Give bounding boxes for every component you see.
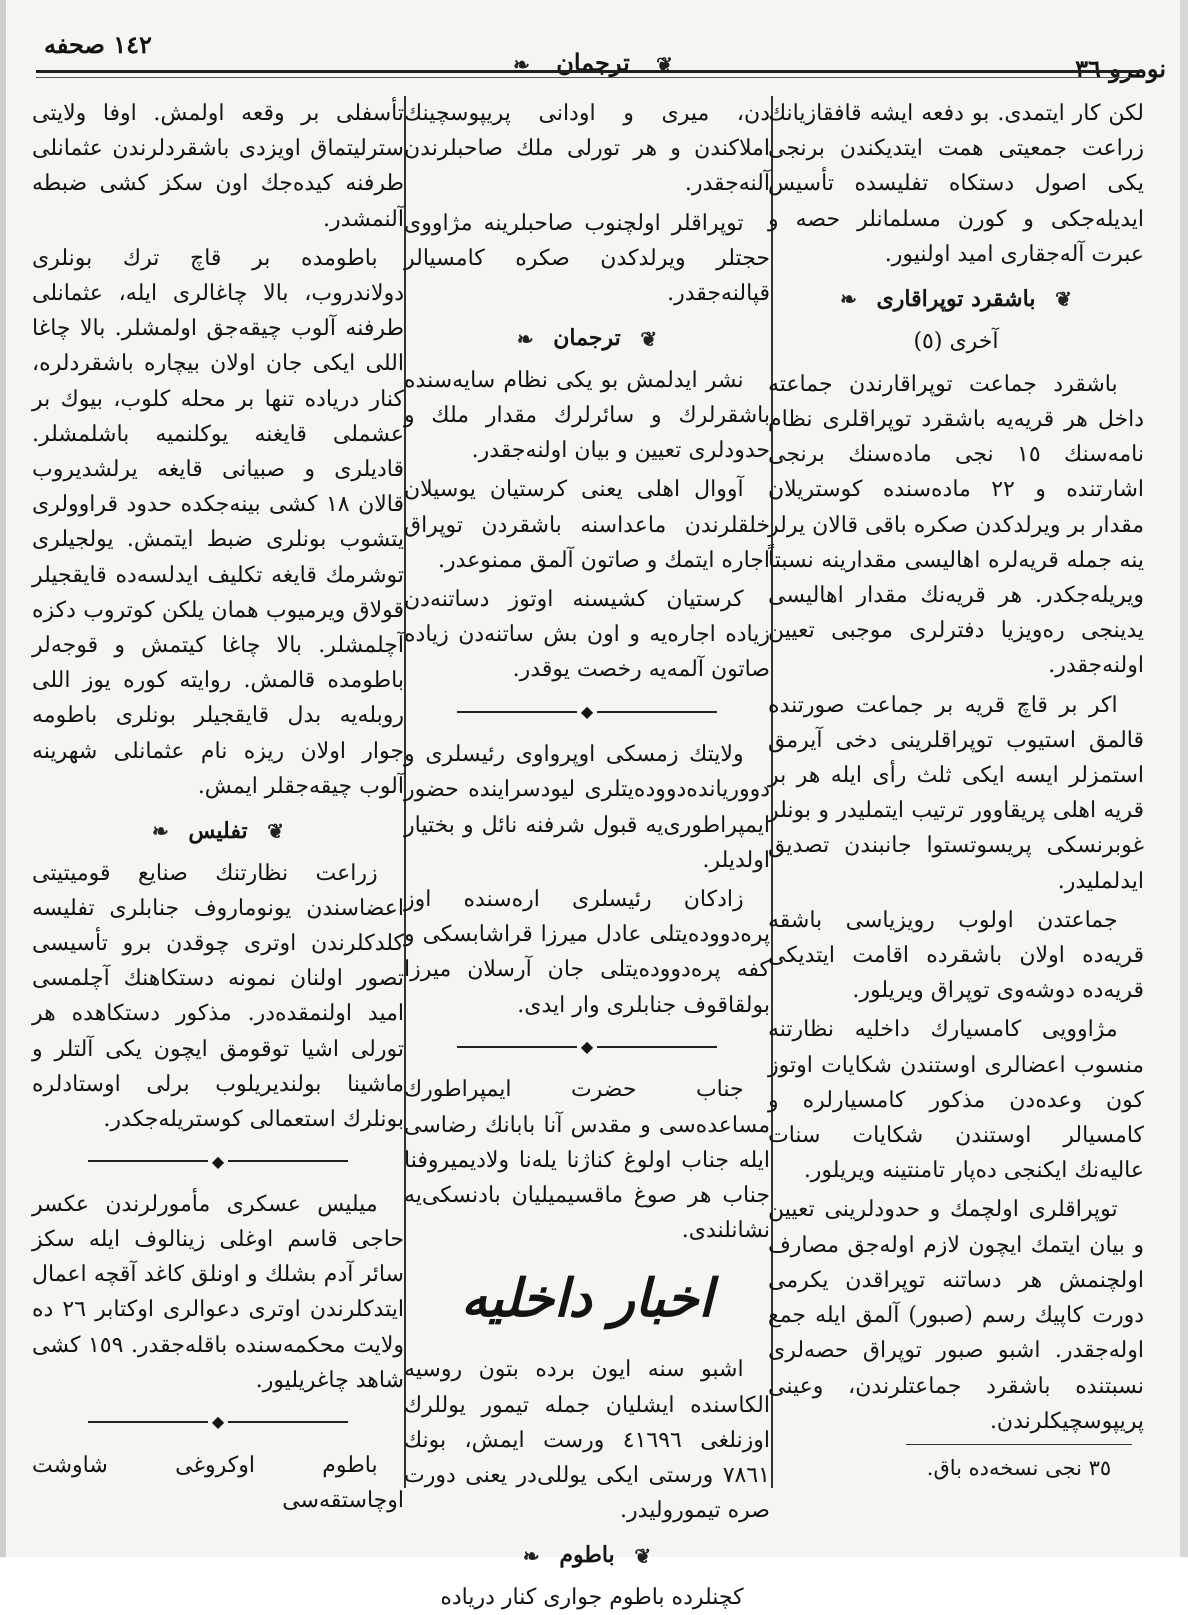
section-title: تفليس	[188, 818, 248, 845]
section-divider	[32, 1404, 404, 1440]
article-paragraph: باشقرد جماعت توپراقارندن جماعته داخل هر قريه‌يه باشقرد توپراقلرى نظام نامه‌سنك ١٥ نجى ماده‌سنك برنجى اشارتنده و ٢٢ ماده‌سنده كوستريلان مقدار بر ويرلدكدن صكره باقى قالان يرلر ينه جمله قريه‌لره اهاليسى مقدارينه نسبتاً ويريله‌جكدر. هر قريه‌نك مقدار اهاليسى يدينجى رەويزيا دفترلرى موجبى تعيين اولنه‌جقدر.	[768, 371, 1144, 679]
domestic-news-title: اخبار داخليه	[461, 1268, 713, 1330]
article-paragraph: ولايتك زمسكى اوپرواوى رئيسلرى و دوورياندەدوودەيتلرى ليودسراينده حضور ايمپراطورى‌يه قبول شرفنه نائل و بختيار اولديلر.	[404, 742, 770, 873]
article-paragraph: باطوم اوكروغى شاوشت اوچاستقه‌سى	[32, 1452, 404, 1513]
page-number-label: ١٤٢ صحفه	[44, 30, 152, 59]
article-paragraph: اشبو سنه ايون برده بتون روسيه الكاسنده ايشليان جمله تيمور يوللرك اوزنلغى ٤١٦٩٦ ورست ايمش، بونك ٧٨٦١ ورستى ايكى يوللى‌در يعنى دورت صره تيموروليدر.	[404, 1357, 770, 1524]
section-title: باطوم	[559, 1542, 615, 1569]
article-paragraph: باطومده بر قاچ ترك بونلرى دولاندروب، بالا چاغالرى ايله، عثمانلى طرفنه آلوب چيقه‌جق اولمشلر. بالا چاغا اللى ايكى جان اولان بيچاره باشقردلره، كنار درياده تنها بر محله كلوب، بيوك بر عشملى قايغنه يوكلنميه باشلمشلر. قاديلرى و صبيانى قايغه يرلشديروب قالان ١٨ كشى بينه‌جكده حدود قراوولرى يتشوب بونلرى ضبط ايتمش. يولجيلرى توشرمك قايغه تكليف ايدلسه‌ده قايقجيلر قولاق ويرميوب همان يلكن كوتروب دكزه آچلمشلر. بالا چاغا كيتمش و قوجه‌لر باطومده قالمش. روايته كوره يوز اللى روبله‌يه بدل قايقجيلر بونلرى باطومه جوار اولان ريزه نام عثمانلى شهرينه آلوب چيقه‌جقلر ايمش.	[32, 245, 404, 799]
section-heading	[404, 321, 770, 357]
article-paragraph: جماعتدن اولوب رويزياسى باشقه قريه‌ده اولان باشقرده اقامت ايتديكى قريه‌ده دوشه‌وى توپراق ويريلور.	[768, 907, 1144, 1004]
ornament-icon: ❧	[513, 52, 530, 77]
diamond-icon: ◆	[580, 702, 594, 722]
article-paragraph: كرستيان كشيسنه اوتوز دساتنه‌دن زياده اجاره‌يه و اون بش ساتنه‌دن زياده صاتون آلمه‌يه رخصت يوقدر.	[404, 587, 770, 683]
section-heading	[32, 814, 404, 850]
section-title: باشقرد توپراقارى	[876, 286, 1036, 313]
left-column	[32, 96, 404, 1536]
article-paragraph: دن، ميرى و اودانى پريپوسچينك املاكندن و هر تورلى ملك صاحبلرندن آلنه‌جقدر.	[404, 101, 770, 197]
issue-number-label: نومرو ٣٦	[1075, 54, 1166, 83]
diamond-icon: ◆	[211, 1412, 225, 1432]
ornament-icon: ❦	[1055, 287, 1072, 312]
article-paragraph: نشر ايدلمش بو يكى نظام سايه‌سنده باشقرلرك و سائرلرك مقدار ملك و حدودلرى تعيين و بيان اولنه‌جقدر.	[404, 367, 770, 464]
article-paragraph: كچنلرده باطوم جوارى كنار درياده	[440, 1585, 744, 1611]
article-paragraph: زراعت نظارتنك صنايع قوميتيتى اعضاسندن يونوماروف جنابلرى تفليسه كلدكلرندن اوترى چوقدن برو تأسيسى تصور اولنان نمونه دستكاهنك آچلمسى اميد اولنمقده‌در. مذكور دستكاهده هر تورلى اشيا توقومق ايچون يكى آلتلر و ماشينا بولنديريلوب برلى اوستادلره بونلرك استعمالى كوستريله‌جكدر.	[32, 860, 404, 1133]
right-column	[768, 96, 1144, 1516]
ornament-icon: ❧	[522, 1543, 540, 1568]
article-paragraph: توپراقلرى اولچمك و حدودلرينى تعيين و بيان ايتمك ايچون لازم اوله‌جق مصارف اولچنمش هر دساتنه توپراقدن يكرمى دورت كاپيك رسم (صبور) آلمق ايله جمع اوله‌جقدر. اشبو صبور توپراق حصه‌لرى نسبتنده باشقرد جماعتلرندن، وعينى پريپوسچيكلرندن.	[768, 1197, 1144, 1434]
ornament-icon: ❧	[151, 819, 169, 844]
article-paragraph: مژاوويى كامسيارك داخليه نظارتنه منسوب اعضالرى اوستندن شكايات اوتوز كون وعده‌دن مذكور كامسيارلره و كامسيالر اوستندن شكايات سنات عاليه‌نك ايكنجى دەپار تامنتينه ويريلور.	[768, 1017, 1144, 1184]
ornament-icon: ❦	[634, 1543, 652, 1568]
article-paragraph: لكن كار ايتمدى. بو دفعه ايشه قافقازيانك زراعت جمعيتى همت ايتديكندن برنجى يكى اصول دستكاه تفليسده تأسيس ايديله‌جكى و كورن مسلمانلر حصه و عبرت آله‌جقارى اميد اولنيور.	[768, 101, 1144, 267]
article-paragraph: اكر بر قاچ قريه بر جماعت صورتنده قالمق استيوب توپراقلرينى دخى آيرمق استمزلر ايسه ايكى ثلث رأى ايله هر بر قريه اهلى پريقاوور ترتيب ايتمليدر و بونلر غوبرنسكى پريسوتستوا جانبندن تصديق ايدلمليدر.	[768, 692, 1144, 894]
section-heading	[768, 282, 1144, 318]
article-paragraph: جناب حضرت ايمپراطورك مساعده‌سى و مقدس آنا بابانك رضاسى ايله جناب اولوغ كناژنا يلەنا ولاديميروفنا جناب هر صوغ ماقسيميليان بادنسكى‌يه نشانلندى.	[404, 1077, 770, 1244]
ornament-icon: ❧	[516, 326, 534, 351]
middle-column	[404, 96, 770, 1611]
footnote: ٣٥ نجى نسخه‌ده باق.	[926, 1456, 1112, 1480]
section-divider	[404, 694, 770, 730]
article-paragraph: توپراقلر اولچنوب صاحبلرينه مژاووى حجتلر ويرلدكدن صكره كامسيالر قپالنه‌جقدر.	[404, 210, 770, 307]
article-paragraph: ميليس عسكرى مأمورلرندن عكسر حاجى قاسم اوغلى زينالوف ايله سكز سائر آدم بشلك و اونلق كاغد آقچه اعمال ايتدكلرندن اوترى دعوالرى اوكتابر ٢٦ ده ولايت محكمه‌سنده باقله‌جقدر. ١٥٩ كشى شاهد چاغريليور.	[32, 1191, 404, 1393]
ornament-icon: ❦	[267, 819, 285, 844]
ornament-icon: ❦	[656, 52, 673, 77]
diamond-icon: ◆	[211, 1151, 225, 1171]
section-title: ترجمان	[553, 325, 621, 352]
footnote-rule	[906, 1444, 1132, 1445]
diamond-icon: ◆	[580, 1037, 594, 1057]
header-rule	[36, 70, 1144, 73]
ornament-icon: ❦	[640, 326, 658, 351]
section-divider	[32, 1143, 404, 1179]
header-rule-thin	[36, 77, 1144, 78]
paper-title: ترجمان	[556, 48, 630, 77]
article-paragraph: زادكان رئيسلرى ارەسنده اوز پرەدوودەيتلى عادل ميرزا قراشابسكى و كفه پرەدوودەيتلى جان آرسلان ميرزا بولقاقوف جنابلرى وار ايدى.	[404, 887, 770, 1018]
section-heading	[404, 1538, 770, 1574]
article-paragraph: تأسفلى بر وقعه اولمش. اوفا ولايتى سترليتماق اويزدى باشقردلرندن عثمانلى طرفنه كيده‌جك اون سكز كشى ضبطه آلنمشدر.	[32, 101, 404, 232]
ornament-icon: ❧	[840, 287, 857, 312]
article-paragraph: آووال اهلى يعنى كرستيان يوسيلان خلقلرندن ماعداسنه باشقردن توپراق اجاره ايتمك و صاتون آلمق ممنوعدر.	[404, 477, 770, 573]
section-divider	[404, 1029, 770, 1065]
section-subtitle: آخرى (٥)	[913, 328, 999, 354]
